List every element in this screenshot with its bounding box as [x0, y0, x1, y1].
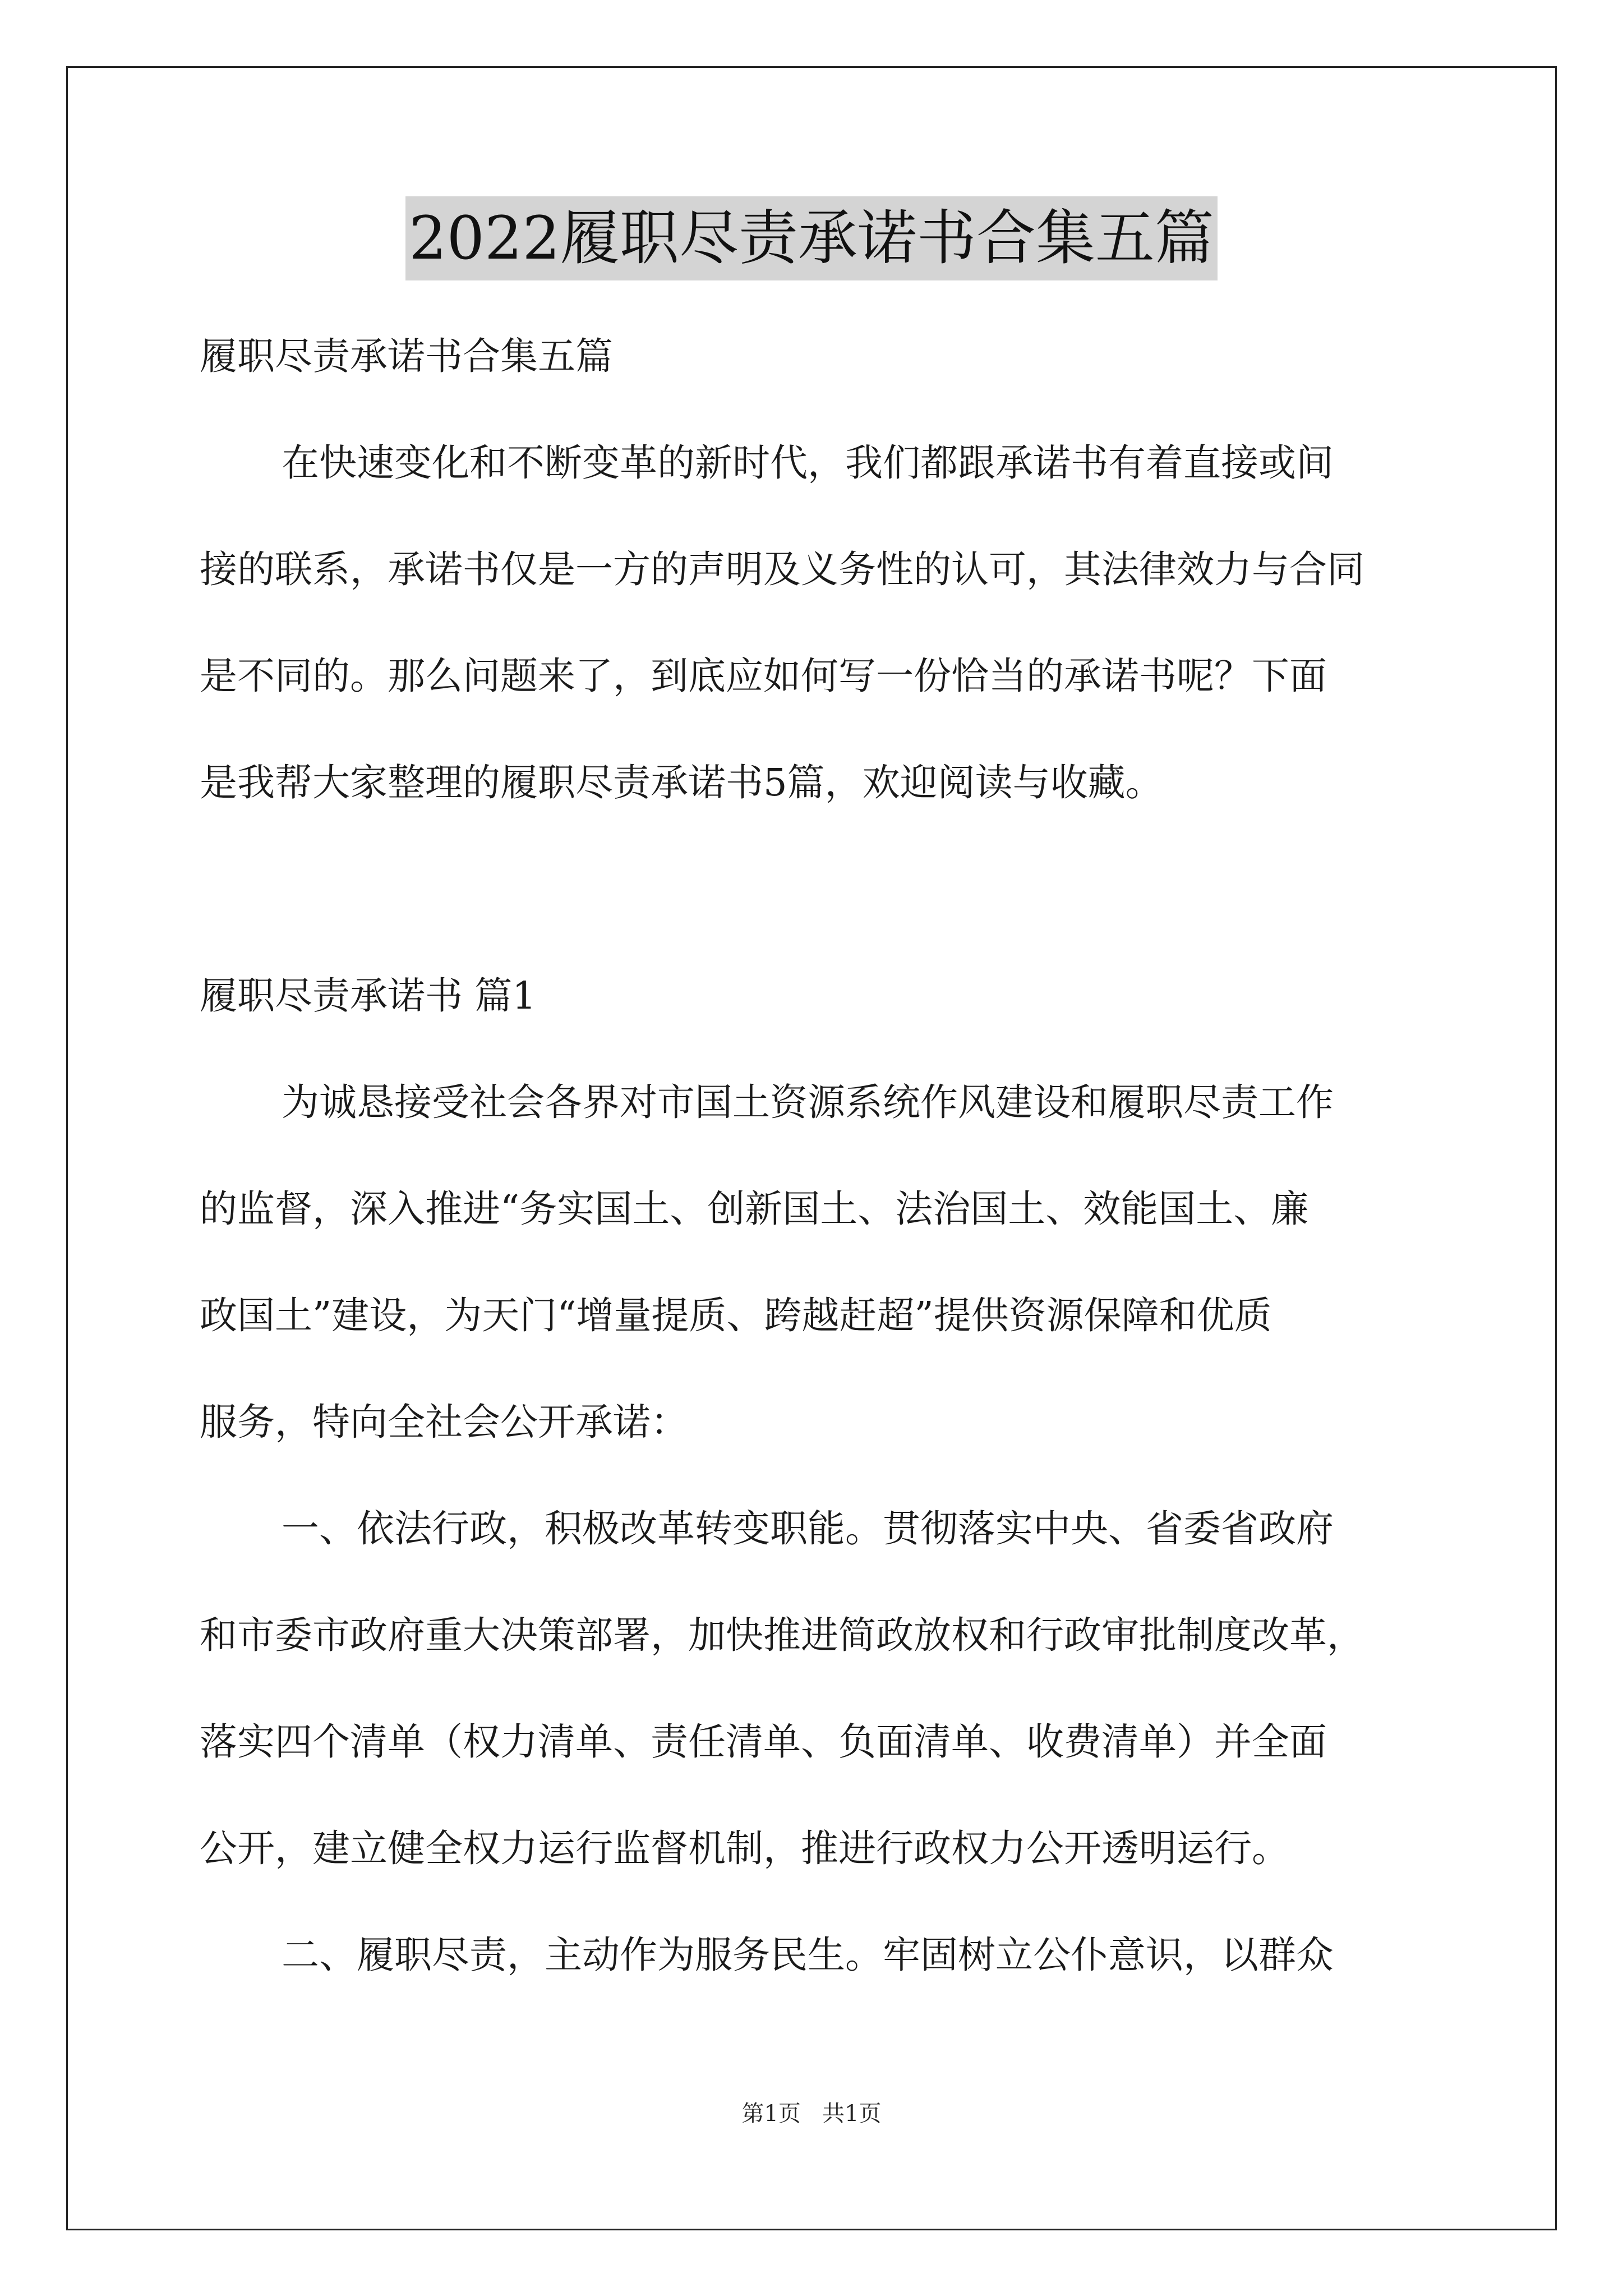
- intro-line: 接的联系，承诺书仅是一方的声明及义务性的认可，其法律效力与合同: [200, 547, 1364, 591]
- blank-line: [200, 836, 1428, 942]
- paragraph-line: 的监督，深入推进“务实国土、创新国土、法治国土、效能国土、廉: [200, 1187, 1309, 1231]
- paragraph-line: 政国土”建设，为天门“增量提质、跨越赶超”提供资源保障和优质: [200, 1294, 1272, 1337]
- title-block: [0, 196, 1623, 280]
- paragraph-line: 为诚恳接受社会各界对市国土资源系统作风建设和履职尽责工作: [282, 1080, 1334, 1124]
- page-number-footer: 第1页 共1页: [741, 2101, 882, 2127]
- document-body: [200, 303, 1428, 2008]
- paragraph-line: 二、履职尽责，主动作为服务民生。牢固树立公仆意识，以群众: [282, 1933, 1334, 1977]
- intro-line: 在快速变化和不断变革的新时代，我们都跟承诺书有着直接或间: [282, 441, 1334, 485]
- document-title: 2022履职尽责承诺书合集五篇: [405, 196, 1218, 280]
- intro-line: 是我帮大家整理的履职尽责承诺书5篇，欢迎阅读与收藏。: [200, 761, 1163, 804]
- paragraph-line: 公开，建立健全权力运行监督机制，推进行政权力公开透明运行。: [200, 1826, 1289, 1870]
- paragraph-line: 服务，特向全社会公开承诺：: [200, 1400, 688, 1444]
- intro-line: 是不同的。那么问题来了，到底应如何写一份恰当的承诺书呢？下面: [200, 654, 1327, 698]
- section-heading: 履职尽责承诺书 篇1: [200, 974, 536, 1018]
- paragraph-line: 一、依法行政，积极改革转变职能。贯彻落实中央、省委省政府: [282, 1507, 1334, 1550]
- paragraph-line: 落实四个清单（权力清单、责任清单、负面清单、收费清单）并全面: [200, 1720, 1327, 1764]
- paragraph-line: 和市委市政府重大决策部署，加快推进简政放权和行政审批制度改革，: [200, 1613, 1364, 1657]
- document-subtitle: 履职尽责承诺书合集五篇: [200, 334, 613, 378]
